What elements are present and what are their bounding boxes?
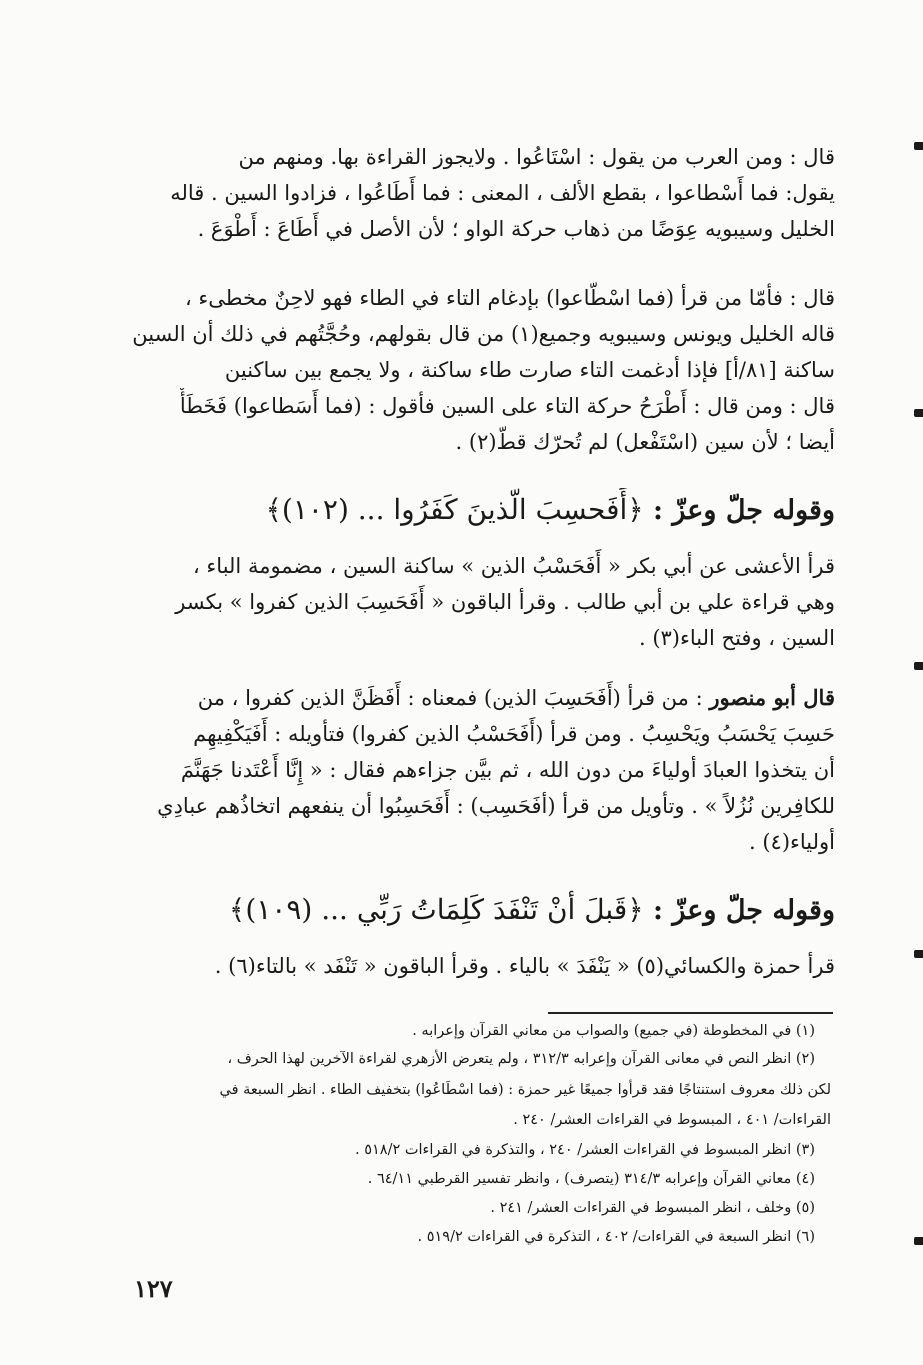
footnote-1: (١) في المخطوطة (في جميع) والصواب من معاني القرآن وإعرابه . bbox=[412, 1023, 815, 1039]
text-line: وهي قراءة علي بن أبي طالب . وقرأ الباقون « أَفَحَسِبَ الذين كفروا » بكسر bbox=[175, 590, 835, 614]
edge-mark bbox=[914, 409, 923, 417]
text-line: ساكنة [٨١/أ] فإذا أدغمت التاء صارت طاء ساكنة ، ولا يجمع بين ساكنين bbox=[224, 358, 835, 382]
paragraph-5 bbox=[120, 948, 835, 984]
page-number: ١٢٧ bbox=[134, 1274, 173, 1303]
text-line: قاله الخليل ويونس وسيبويه وجميع(١) من قال بقولهم، وحُجَّتُهم في ذلك أن السين bbox=[132, 322, 835, 346]
footnote-2-continued: القراءات/ ٤٠١ ، المبسوط في القراءات العشر/ ٢٤٠ . bbox=[513, 1112, 831, 1128]
text-line: قرأ حمزة والكسائي(٥) « يَنْفَدَ » بالياء . وقرأ الباقون « تَنْفَد » بالتاء(٦) . bbox=[214, 954, 835, 978]
text-line: قال : فأمّا من قرأ (فما اسْطّاعوا) بإدغام التاء في الطاء فهو لاحِنٌ مخطىء ، bbox=[184, 286, 835, 310]
text-line bbox=[120, 680, 835, 716]
text-line: أولياء(٤) . bbox=[748, 830, 835, 854]
text-line: قال : ومن العرب من يقول : اسْتَاعُوا . ولايجوز القراءة بها. ومنهم من bbox=[238, 145, 835, 169]
footnote-6: (٦) انظر السبعة في القراءات/ ٤٠٢ ، التذكرة في القراءات ٥١٩/٢ . bbox=[417, 1229, 815, 1245]
text-span: : من قرأ (أَفَحَسِبَ الذين) فمعناه : أَفَظَنَّ الذين كفروا ، من bbox=[197, 686, 703, 710]
quran-verse: ﴿أَفَحسِبَ الّذينَ كَفَرُوا ... (١٠٢)﴾ bbox=[265, 493, 644, 526]
verse-heading-109 bbox=[120, 888, 835, 933]
text-line: قال : ومن قال : أَطْرَحُ حركة التاء على السين فأقول : (فما أَسَطاعوا) فَخَطَأٌ bbox=[179, 394, 835, 418]
edge-mark bbox=[914, 1237, 923, 1245]
edge-mark bbox=[914, 142, 923, 150]
edge-mark bbox=[914, 662, 923, 670]
footnote-2: (٢) انظر النص في معانى القرآن وإعرابه ٣١٢/٣ ، ولم يتعرض الأزهري لقراءة الآخرين لهذا الحرف ، bbox=[227, 1051, 815, 1067]
text-line: قرأ الأعشى عن أبي بكر « أَفَحَسْبُ الذين » ساكنة السين ، مضمومة الباء ، bbox=[192, 554, 835, 578]
edge-mark bbox=[914, 950, 923, 958]
verse-heading-102 bbox=[120, 488, 835, 533]
author-label: قال أبو منصور bbox=[709, 685, 835, 710]
footnote-5: (٥) وخلف ، انظر المبسوط في القراءات العشر/ ٢٤١ . bbox=[490, 1200, 815, 1216]
heading-label: وقوله جلّ وعزّ : bbox=[653, 895, 835, 926]
text-line: حَسِبَ يَحْسَبُ ويَحْسِبُ . ومن قرأ (أَفَحَسْبُ الذين كفروا) فتأويله : أَفَيَكْفِيهِم bbox=[193, 722, 835, 746]
footnote-2-continued: لكن ذلك معروف استنتاجًا فقد قرأوا جميعًا غير حمزة : (فما اسْطَاعُوا) بتخفيف الطاء . انظر السبعة في bbox=[219, 1082, 831, 1098]
text-line: للكافِرين نُزُلاً » . وتأويل من قرأ (أفَحَسِب) : أَفَحَسِبُوا أن ينفعهم اتخاذُهم عبادِي bbox=[157, 794, 835, 818]
paragraph-3 bbox=[120, 548, 835, 656]
footnote-3: (٣) انظر المبسوط في القراءات العشر/ ٢٤٠ ، والتذكرة في القراءات ٥١٨/٢ . bbox=[354, 1142, 815, 1158]
heading-label: وقوله جلّ وعزّ : bbox=[653, 495, 835, 526]
paragraph-1 bbox=[120, 139, 835, 247]
text-line: أيضا ؛ لأن سين (اسْتَفْعل) لم تُحرّك قطّ(٢) . bbox=[455, 430, 835, 454]
paragraph-2 bbox=[120, 280, 835, 460]
text-line: أن يتخذوا العبادَ أولياءَ من دون الله ، ثم بيَّن جزاءهم فقال : « إِنَّا أَعْتَدنا جَهَنَّمَ bbox=[180, 758, 835, 782]
paragraph-4 bbox=[120, 680, 835, 860]
quran-verse: ﴿قَبلَ أنْ تَنْفَدَ كَلِمَاتُ رَبِّي ... (١٠٩)﴾ bbox=[228, 893, 644, 926]
text-line: السين ، وفتح الباء(٣) . bbox=[638, 626, 835, 650]
text-line: يقول: فما أَسْطاعوا ، بقطع الألف ، المعنى : فما أَطَاعُوا ، فزادوا السين . قاله bbox=[170, 181, 835, 205]
footnote-separator bbox=[548, 1012, 833, 1014]
footnote-4: (٤) معاني القرآن وإعرابه ٣١٤/٣ (يتصرف) ، وانظر تفسير القرطبي ٦٤/١١ . bbox=[367, 1171, 815, 1187]
text-line: الخليل وسيبويه عِوَضًا من ذهاب حركة الواو ؛ لأن الأصل في أَطَاعَ : أَطْوَعَ . bbox=[197, 217, 835, 241]
